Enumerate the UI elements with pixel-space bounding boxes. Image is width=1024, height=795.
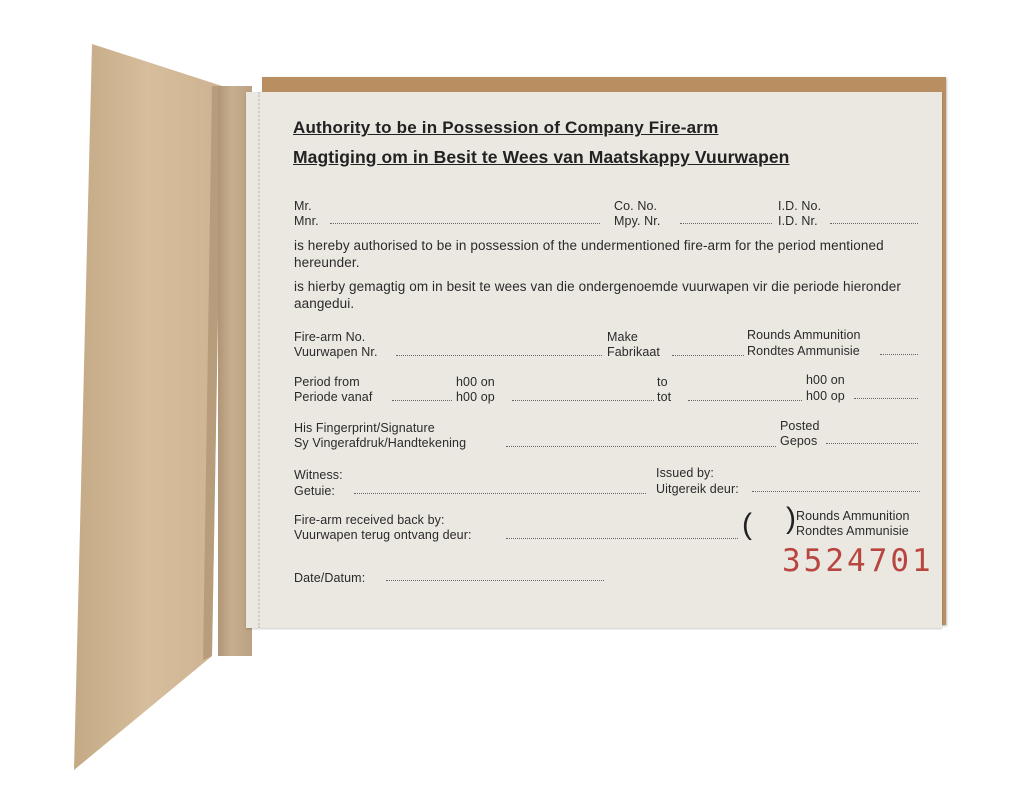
witness-label-afrikaans: Getuie:	[294, 484, 336, 498]
co-no-label-english: Co. No.	[614, 199, 658, 213]
period-from-h00-op: h00 op	[456, 390, 495, 404]
mr-label-afrikaans: Mnr.	[294, 214, 319, 228]
posted-label-english: Posted	[780, 419, 820, 433]
date-field[interactable]	[386, 580, 604, 581]
witness-label-english: Witness:	[294, 468, 343, 482]
form-title-english: Authority to be in Possession of Company Fire-arm	[293, 118, 719, 137]
received-back-label-english: Fire-arm received back by:	[294, 513, 445, 527]
period-from-time-field[interactable]	[392, 400, 452, 401]
received-back-label-afrikaans: Vuurwapen terug ontvang deur:	[294, 528, 472, 542]
witness-field[interactable]	[354, 493, 646, 494]
mr-label-english: Mr.	[294, 199, 312, 213]
rounds-returned-close-paren: )	[786, 502, 796, 535]
period-from-date-field[interactable]	[512, 400, 654, 401]
co-no-label-afrikaans: Mpy. Nr.	[614, 214, 661, 228]
returned-rounds-label-english: Rounds Ammunition	[796, 509, 910, 523]
make-label-english: Make	[607, 330, 638, 344]
make-label-afrikaans: Fabrikaat	[607, 345, 661, 359]
period-to-h00-op: h00 op	[806, 389, 845, 403]
issued-by-label-afrikaans: Uitgereik deur:	[656, 482, 739, 496]
authorisation-text-english: is hereby authorised to be in possession of the undermentioned fire-arm for the period mentioned hereunder.	[294, 238, 884, 270]
authorisation-text-afrikaans: is hierby gemagtig om in besit te wees van die ondergenoemde vuurwapen vir die periode hieronder aangedui.	[294, 279, 901, 311]
returned-rounds-label-afrikaans: Rondtes Ammunisie	[796, 524, 909, 538]
perforation-line	[258, 92, 268, 628]
form-title-afrikaans: Magtiging om in Besit te Wees van Maatskappy Vuurwapen	[293, 147, 790, 167]
period-to-date-field[interactable]	[854, 398, 918, 399]
firearm-no-label-afrikaans: Vuurwapen Nr.	[294, 345, 378, 359]
to-label-english: to	[657, 375, 668, 389]
period-from-label-afrikaans: Periode vanaf	[294, 390, 373, 404]
id-no-field[interactable]	[830, 223, 918, 224]
received-back-field[interactable]	[506, 538, 738, 539]
issued-by-label-english: Issued by:	[656, 466, 714, 480]
fingerprint-field[interactable]	[506, 446, 776, 447]
rounds-label-afrikaans: Rondtes Ammunisie	[747, 344, 860, 358]
period-from-label-english: Period from	[294, 375, 360, 389]
id-no-label-afrikaans: I.D. Nr.	[778, 214, 818, 228]
firearm-no-label-english: Fire-arm No.	[294, 330, 366, 344]
mr-field[interactable]	[330, 223, 600, 224]
period-from-h00-on: h00 on	[456, 375, 495, 389]
date-label: Date/Datum:	[294, 571, 366, 585]
make-field[interactable]	[672, 355, 744, 356]
firearm-no-field[interactable]	[396, 355, 602, 356]
co-no-field[interactable]	[680, 223, 772, 224]
posted-label-afrikaans: Gepos	[780, 434, 818, 448]
period-to-h00-on: h00 on	[806, 373, 845, 387]
period-to-time-field[interactable]	[688, 400, 802, 401]
issued-by-field[interactable]	[752, 491, 920, 492]
to-label-afrikaans: tot	[657, 390, 672, 404]
rounds-returned-open-paren: (	[742, 508, 752, 541]
id-no-label-english: I.D. No.	[778, 199, 822, 213]
fingerprint-label-english: His Fingerprint/Signature	[294, 421, 435, 435]
posted-field[interactable]	[826, 443, 918, 444]
serial-number: 3524701	[782, 543, 934, 579]
rounds-field[interactable]	[880, 354, 918, 355]
fingerprint-label-afrikaans: Sy Vingerafdruk/Handtekening	[294, 436, 467, 450]
rounds-label-english: Rounds Ammunition	[747, 328, 861, 342]
